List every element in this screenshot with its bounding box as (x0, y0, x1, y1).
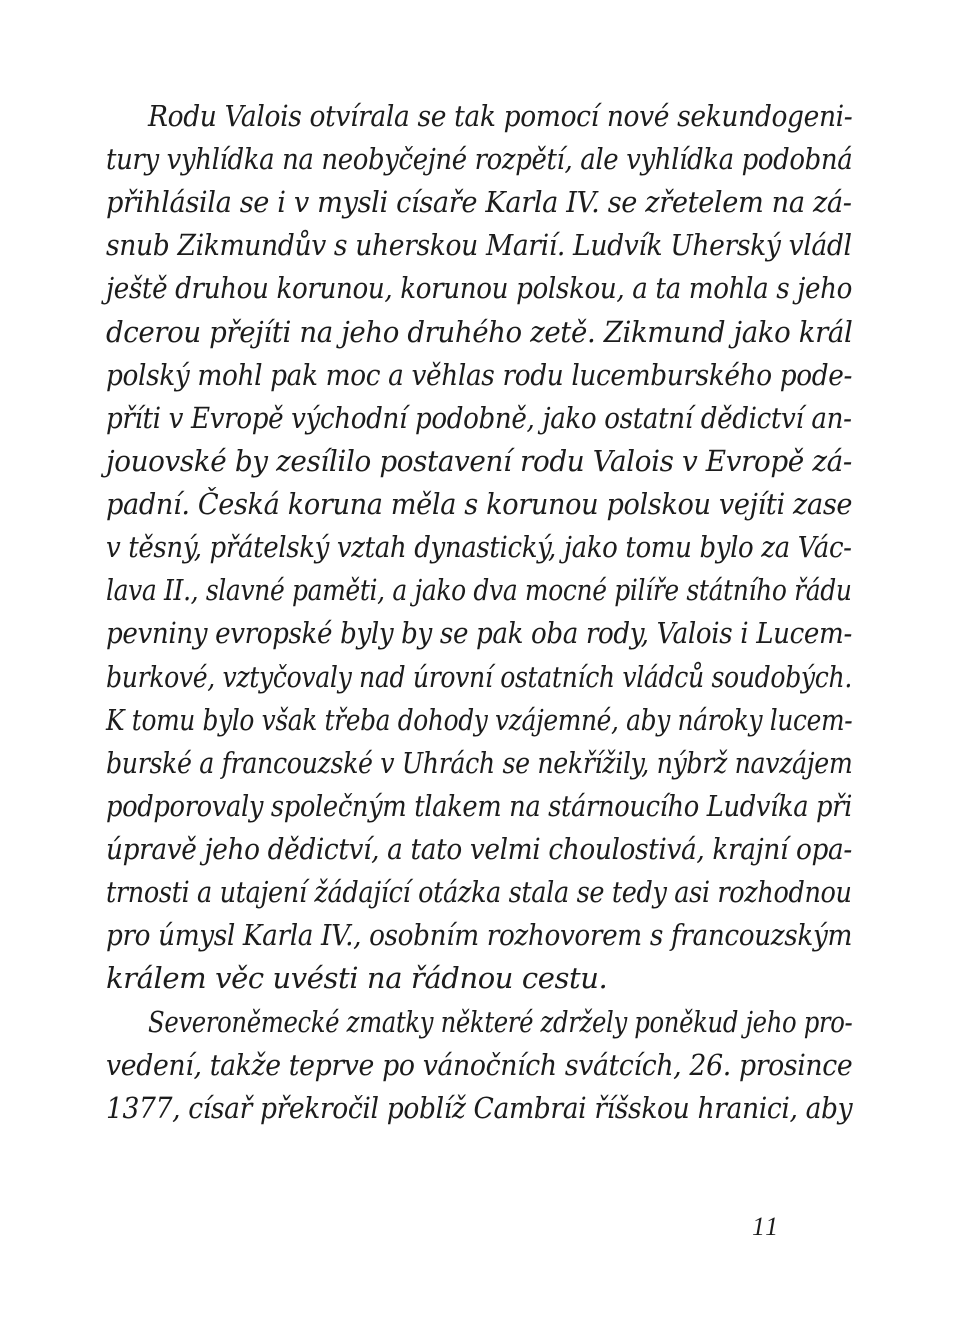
text-line: polský mohl pak moc a věhlas rodu lucemburského pode- (106, 358, 853, 392)
text-line: králem věc uvésti na řádnou cestu. (106, 961, 608, 995)
page-number: 11 (752, 1212, 781, 1241)
text-line: jouovské by zesílilo postavení rodu Valois v Evropě zá- (106, 444, 852, 478)
text-line: příti v Evropě východní podobně, jako ostatní dědictví an- (106, 401, 852, 435)
text-line: Severoněmecké zmatky některé zdržely poněkud jeho pro- (148, 1005, 853, 1039)
text-line: dcerou přejíti na jeho druhého zetě. Zikmund jako král (106, 315, 853, 349)
text-line: padní. Česká koruna měla s korunou polskou vejíti zase (106, 487, 853, 521)
text-line: burské a francouzské v Uhrách se nekřížily, nýbrž navzájem (106, 746, 853, 780)
text-line: přihlásila se i v mysli císaře Karla IV. se zřetelem na zá- (106, 185, 852, 219)
text-line: 1377, císař překročil poblíž Cambrai říšskou hranici, aby (106, 1091, 853, 1125)
text-line: burkové, vztyčovaly nad úrovní ostatních vládců soudobých. (106, 660, 852, 694)
text-line: lava II., slavné paměti, a jako dva mocné pilíře státního řádu (106, 573, 852, 607)
text-line: ještě druhou korunou, korunou polskou, a ta mohla s jeho (106, 271, 853, 305)
text-line: úpravě jeho dědictví, a tato velmi choulostivá, krajní opa- (106, 832, 852, 866)
text-line: pevniny evropské byly by se pak oba rody, Valois i Lucem- (106, 616, 852, 650)
text-line: v těsný, přátelský vztah dynastický, jako tomu bylo za Vác- (106, 530, 852, 564)
text-line: tury vyhlídka na neobyčejné rozpětí, ale vyhlídka podobná (106, 142, 853, 176)
text-line: K tomu bylo však třeba dohody vzájemné, aby nároky lucem- (106, 703, 853, 737)
text-line: snub Zikmundův s uherskou Marií. Ludvík Uherský vládl (106, 228, 852, 262)
text-line: podporovaly společným tlakem na stárnoucího Ludvíka při (106, 789, 853, 823)
text-line: pro úmysl Karla IV., osobním rozhovorem s francouzským (106, 918, 853, 952)
text-line: trnosti a utajení žádající otázka stala se tedy asi rozhodnou (106, 875, 852, 909)
text-line: vedení, takže teprve po vánočních svátcích, 26. prosince (106, 1048, 853, 1082)
text-line: Rodu Valois otvírala se tak pomocí nové sekundogeni- (148, 99, 853, 133)
